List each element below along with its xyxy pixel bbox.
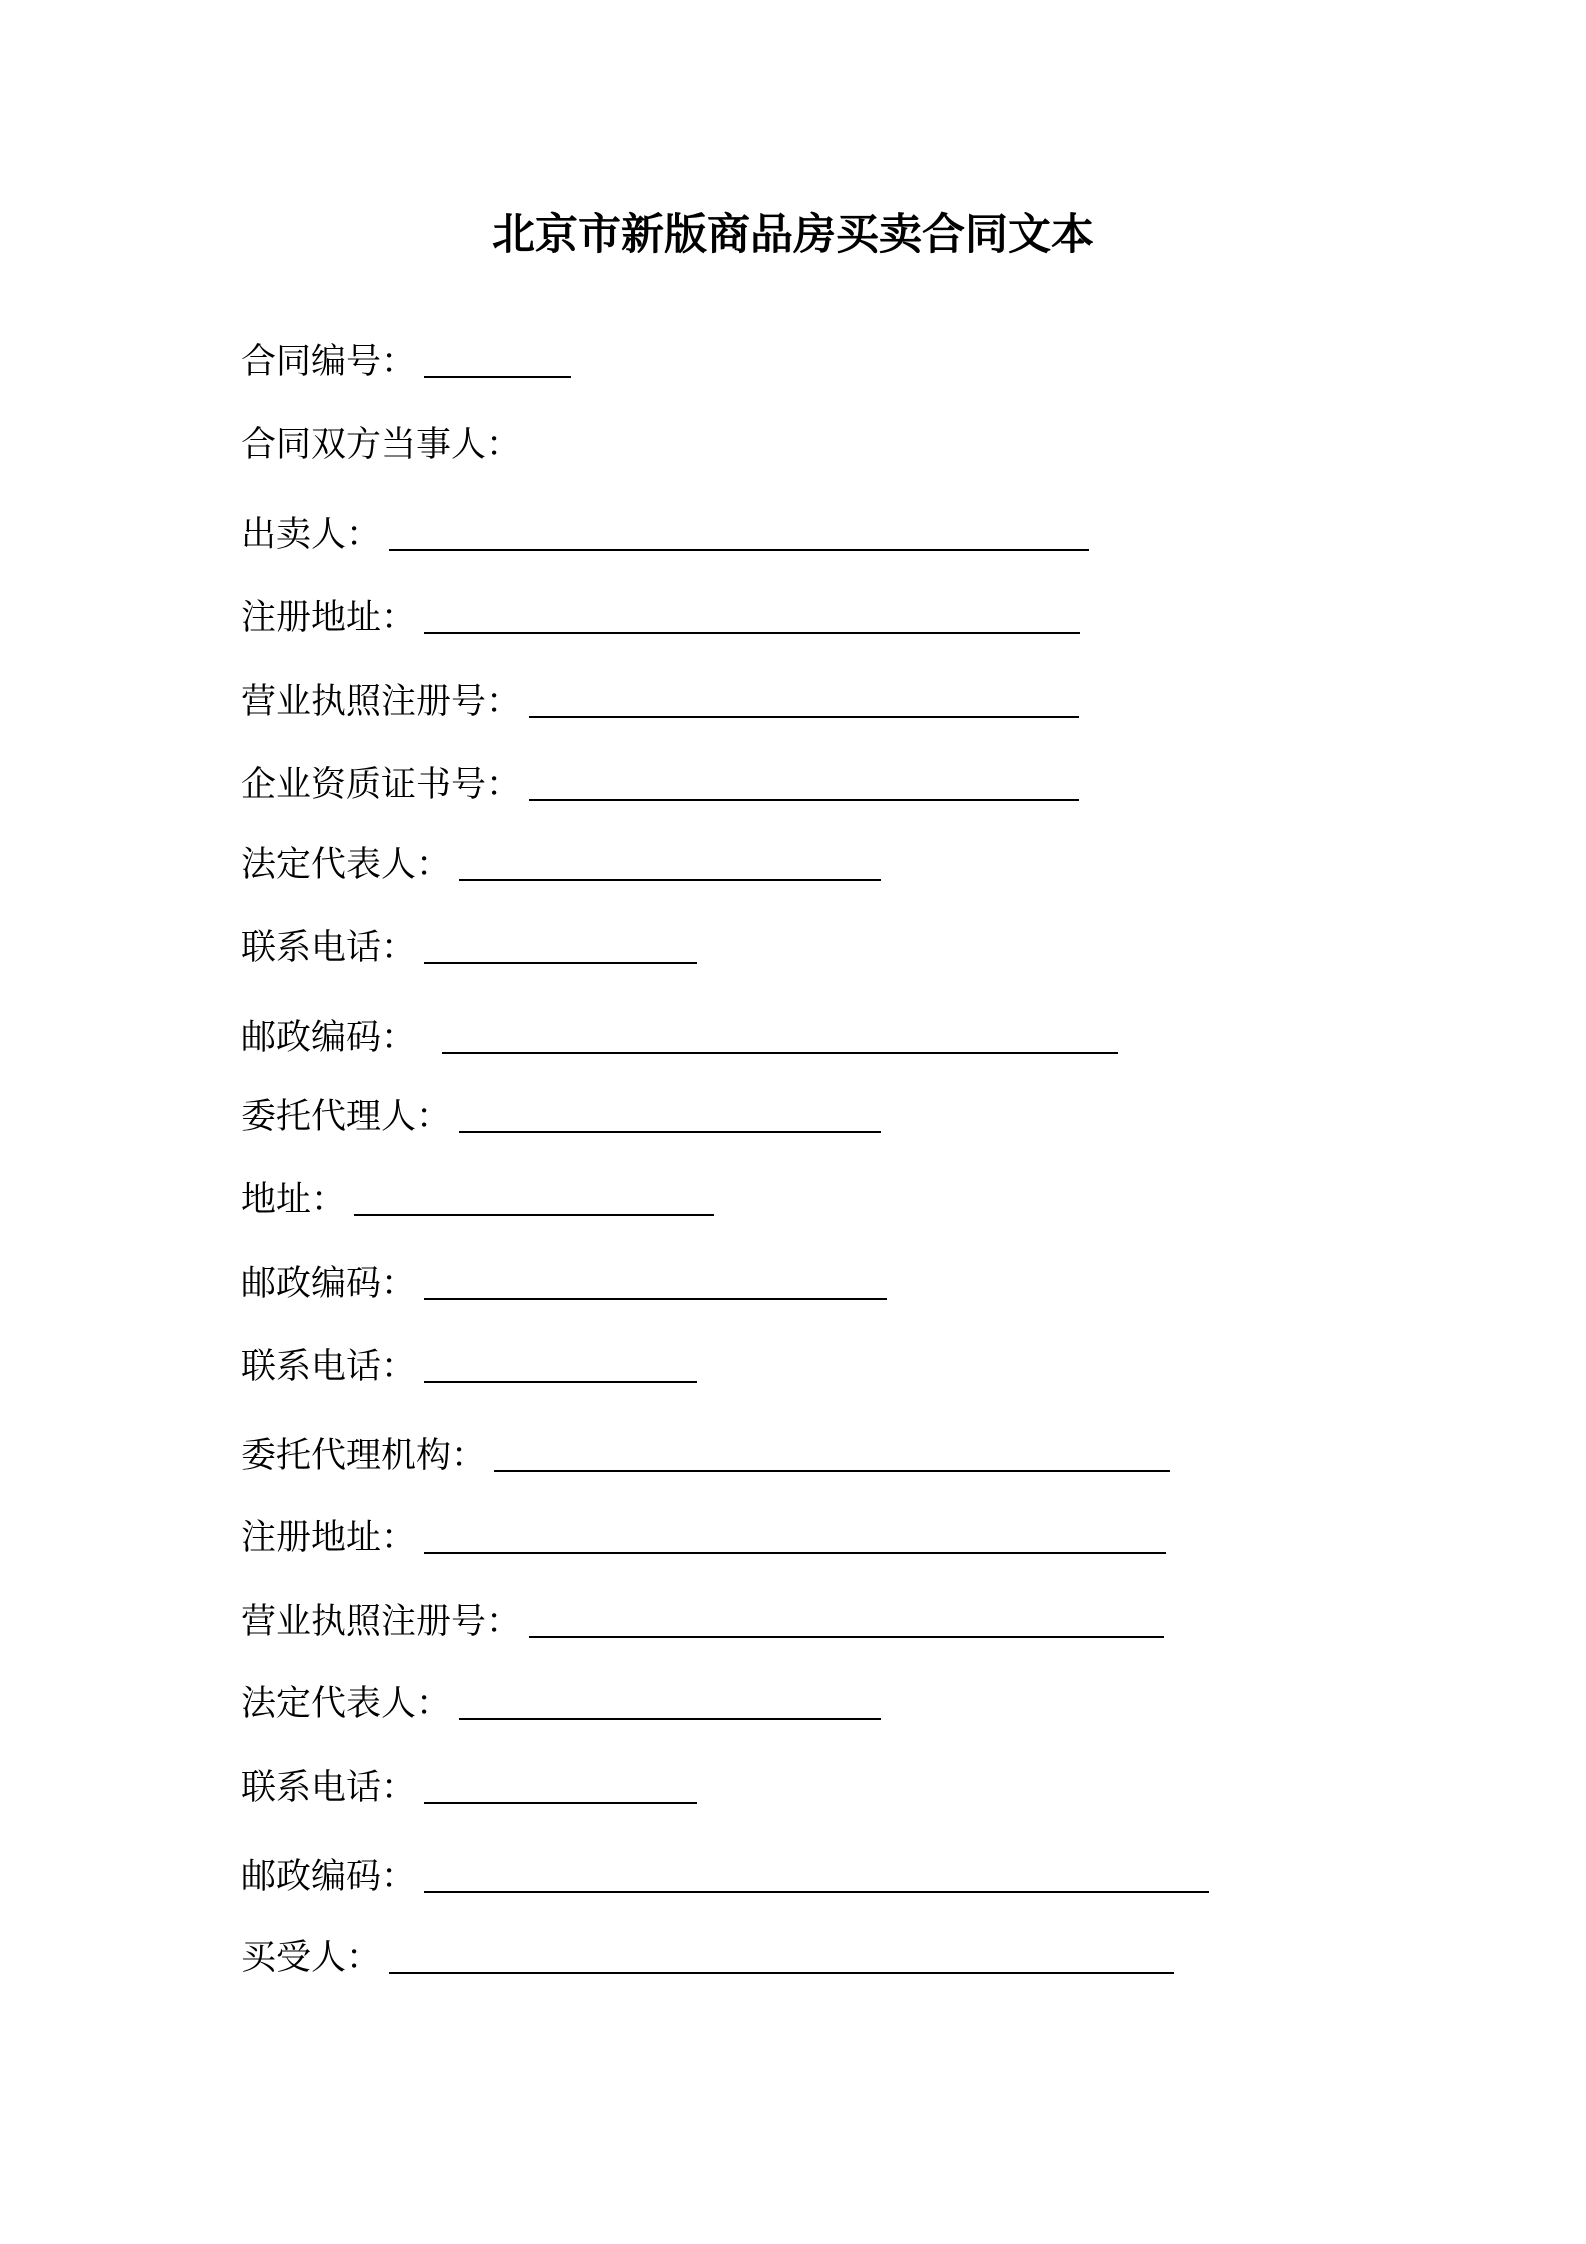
- blank-line[interactable]: [424, 1887, 1209, 1893]
- blank-line[interactable]: [424, 1798, 697, 1804]
- blank-line[interactable]: [389, 545, 1089, 551]
- field-agency-address: [241, 1508, 1166, 1556]
- field-label: 邮政编码：: [241, 1857, 417, 1897]
- field-label: 出卖人：: [241, 515, 382, 555]
- field-agent-phone: [241, 1337, 697, 1385]
- field-agent-address: [241, 1170, 714, 1218]
- field-label: 联系电话：: [241, 1347, 417, 1387]
- field-seller-address: [241, 588, 1080, 636]
- blank-line[interactable]: [354, 1210, 714, 1216]
- field-agent: [241, 1087, 881, 1135]
- field-agency-phone: [241, 1758, 697, 1806]
- field-label: 买受人：: [241, 1938, 382, 1978]
- blank-line[interactable]: [424, 958, 697, 964]
- field-buyer: [241, 1928, 1174, 1976]
- document-title: 北京市新版商品房买卖合同文本: [492, 210, 1094, 260]
- field-label: 联系电话：: [241, 1768, 417, 1808]
- field-agency-legal-rep: [241, 1674, 881, 1722]
- field-label: 企业资质证书号：: [241, 765, 522, 805]
- blank-line[interactable]: [424, 372, 571, 378]
- blank-line[interactable]: [529, 1632, 1164, 1638]
- blank-line[interactable]: [459, 1127, 881, 1133]
- blank-line[interactable]: [424, 628, 1080, 634]
- blank-line[interactable]: [529, 712, 1079, 718]
- field-label: 营业执照注册号：: [241, 682, 522, 722]
- blank-line[interactable]: [442, 1048, 1118, 1054]
- field-label: 营业执照注册号：: [241, 1602, 522, 1642]
- field-label: 委托代理机构：: [241, 1436, 487, 1476]
- field-label: 联系电话：: [241, 928, 417, 968]
- blank-line[interactable]: [459, 1714, 881, 1720]
- blank-line[interactable]: [389, 1968, 1174, 1974]
- field-label: 法定代表人：: [241, 845, 452, 885]
- field-label: 邮政编码：: [241, 1264, 417, 1304]
- field-label: 法定代表人：: [241, 1684, 452, 1724]
- blank-line[interactable]: [459, 875, 881, 881]
- field-agency: [241, 1426, 1170, 1474]
- field-label: 合同编号：: [241, 342, 417, 382]
- field-agency-postcode: [241, 1847, 1209, 1895]
- section-label: 合同双方当事人：: [241, 425, 522, 465]
- blank-line[interactable]: [424, 1377, 697, 1383]
- field-seller-phone: [241, 918, 697, 966]
- field-seller-postcode: [241, 1008, 1118, 1056]
- field-seller-qualification: [241, 755, 1079, 803]
- field-label: 委托代理人：: [241, 1097, 452, 1137]
- field-agency-license: [241, 1592, 1164, 1640]
- blank-line[interactable]: [494, 1466, 1170, 1472]
- field-label: 注册地址：: [241, 598, 417, 638]
- field-seller-license: [241, 672, 1079, 720]
- blank-line[interactable]: [424, 1294, 887, 1300]
- field-agent-postcode: [241, 1254, 887, 1302]
- field-label: 注册地址：: [241, 1518, 417, 1558]
- field-label: 邮政编码：: [241, 1018, 417, 1058]
- field-seller-legal-rep: [241, 835, 881, 883]
- field-parties-heading: [241, 415, 521, 463]
- field-contract-number: [241, 332, 571, 380]
- blank-line[interactable]: [424, 1548, 1166, 1554]
- field-seller: [241, 505, 1089, 553]
- blank-line[interactable]: [529, 795, 1079, 801]
- field-label: 地址：: [241, 1180, 347, 1220]
